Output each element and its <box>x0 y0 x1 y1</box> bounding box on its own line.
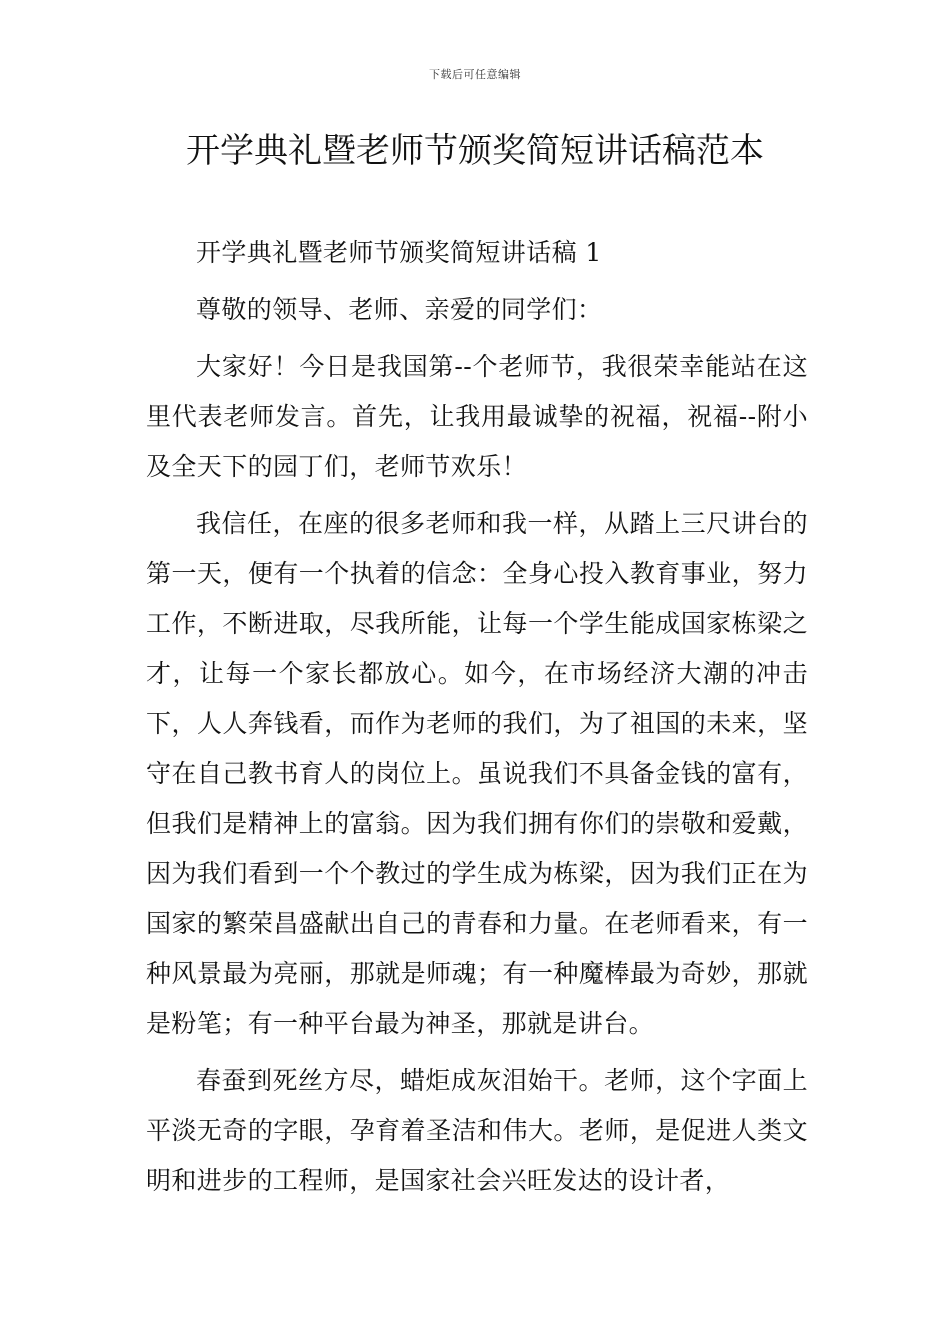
body-paragraph: 大家好！今日是我国第--个老师节，我很荣幸能站在这里代表老师发言。首先，让我用最诚挚的祝福，祝福--附小及全天下的园丁们，老师节欢乐！ <box>146 352 808 481</box>
body-paragraph: 春蚕到死丝方尽，蜡炬成灰泪始干。老师，这个字面上平淡无奇的字眼，孕育着圣洁和伟大。老师，是促进人类文明和进步的工程师，是国家社会兴旺发达的设计者， <box>146 1066 808 1195</box>
header-note: 下载后可任意编辑 <box>429 68 521 81</box>
salutation-paragraph: 尊敬的领导、老师、亲爱的同学们： <box>196 295 603 324</box>
document-title: 开学典礼暨老师节颁奖简短讲话稿范本 <box>186 131 764 171</box>
subtitle-paragraph: 开学典礼暨老师节颁奖简短讲话稿 1 <box>196 238 602 267</box>
document-body <box>146 228 808 1213</box>
body-paragraph: 我信任，在座的很多老师和我一样，从踏上三尺讲台的第一天，便有一个执着的信念：全身心投入教育事业，努力工作，不断进取，尽我所能，让每一个学生能成国家栋梁之才，让每一个家长都放心。如今，在市场经济大潮的冲击下，人人奔钱看，而作为老师的我们，为了祖国的未来，坚守在自己教书育人的岗位上。虽说我们不具备金钱的富有，但我们是精神上的富翁。因为我们拥有你们的崇敬和爱戴，因为我们看到一个个教过的学生成为栋梁，因为我们正在为国家的繁荣昌盛献出自己的青春和力量。在老师看来，有一种风景最为亮丽，那就是师魂；有一种魔棒最为奇妙，那就是粉笔；有一种平台最为神圣，那就是讲台。 <box>146 509 808 1038</box>
